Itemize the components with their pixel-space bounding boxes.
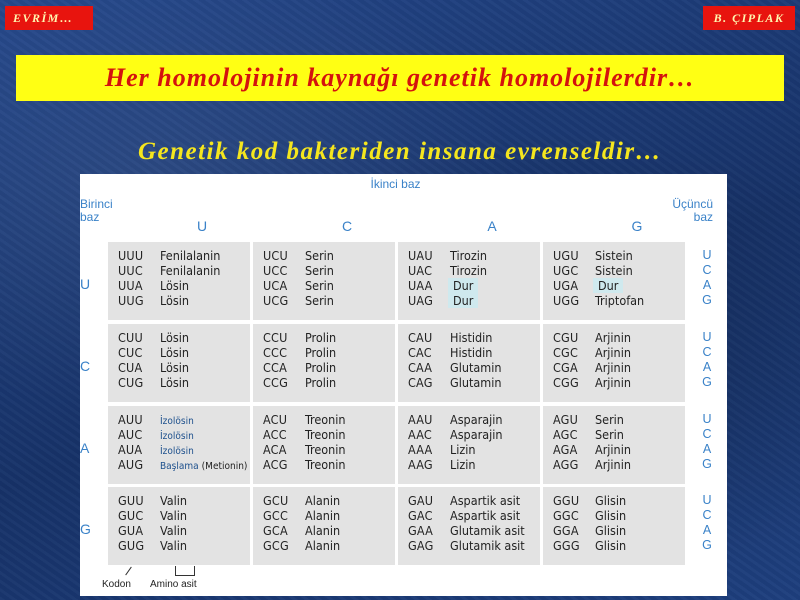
amino-acid: Alanin (305, 493, 341, 508)
codon-line (108, 523, 250, 538)
codon: AAC (408, 427, 432, 442)
codon-line (108, 248, 250, 263)
codon: CAG (408, 375, 433, 390)
codon-line (398, 523, 540, 538)
codon: UCC (263, 263, 288, 278)
codon: ACA (263, 442, 287, 457)
codon: UAU (408, 248, 433, 263)
codon: AUG (118, 457, 144, 472)
codon-line (253, 538, 395, 553)
third-base-letter: G (702, 375, 712, 389)
amino-acid: İzolösin (160, 416, 194, 427)
amino-acid: Glisin (595, 538, 627, 553)
codon: CUA (118, 360, 143, 375)
codon-line (398, 360, 540, 375)
codon-cell (253, 487, 395, 565)
codon-cell (253, 324, 395, 402)
codon-cell (398, 242, 540, 320)
amino-acid: Histidin (450, 330, 493, 345)
codon: GAU (408, 493, 434, 508)
third-base-letter: A (702, 360, 712, 374)
amino-acid: Histidin (450, 345, 493, 360)
codon: CCG (263, 375, 289, 390)
codon-line (253, 508, 395, 523)
third-base-letter: U (702, 248, 712, 262)
codon-cell (108, 324, 250, 402)
codon: AGA (553, 442, 578, 457)
third-base-letter: U (702, 412, 712, 426)
amino-acid: Treonin (305, 442, 346, 457)
amino-acid: Treonin (305, 427, 346, 442)
codon-line (543, 457, 685, 472)
amino-acid: Tirozin (450, 263, 487, 278)
codon: CGC (553, 345, 579, 360)
codon-cell (543, 242, 685, 320)
third-base-letter: U (702, 330, 712, 344)
codon: UCA (263, 278, 288, 293)
third-base-letter: G (702, 538, 712, 552)
third-base-label: Üçüncü baz (672, 197, 713, 224)
genetic-code-table (80, 174, 727, 596)
codon: GCA (263, 523, 288, 538)
second-base-label: İkinci baz (370, 177, 421, 191)
amino-acid: Arjinin (595, 375, 631, 390)
amino-acid: Glutamin (450, 360, 502, 375)
codon: AUU (118, 412, 143, 427)
amino-acid: Arjinin (595, 330, 631, 345)
codon-line (108, 442, 250, 457)
codon: UUG (118, 293, 144, 308)
codon-line (253, 412, 395, 427)
codon: UGG (553, 293, 580, 308)
codon: CGA (553, 360, 578, 375)
codon: CCU (263, 330, 288, 345)
codon: UAC (408, 263, 433, 278)
row-head-3: G (80, 521, 91, 537)
codon-line (253, 457, 395, 472)
amino-acid-caption: Amino asit (150, 579, 197, 590)
column-head-2: A (487, 218, 497, 234)
codon: CAU (408, 330, 433, 345)
codon: UUC (118, 263, 143, 278)
codon: CGU (553, 330, 579, 345)
row-head-0: U (80, 276, 91, 292)
codon: AAG (408, 457, 433, 472)
amino-acid: İzolösin (160, 446, 194, 457)
codon: UAG (408, 293, 434, 308)
codon-line (108, 263, 250, 278)
start-note: (Metionin) (201, 461, 248, 472)
amino-acid: Valin (160, 508, 187, 523)
codon-cell (398, 324, 540, 402)
amino-acid: Serin (305, 248, 334, 263)
amino-acid: Glutamik asit (450, 538, 525, 553)
amino-acid: Aspartik asit (450, 508, 521, 523)
codon: GCG (263, 538, 289, 553)
amino-acid: Arjinin (595, 360, 631, 375)
amino-acid: Alanin (305, 508, 341, 523)
codon-cell (108, 487, 250, 565)
amino-acid: Lösin (160, 293, 190, 308)
codon: CGG (553, 375, 579, 390)
codon-line (398, 442, 540, 457)
codon-line (398, 278, 540, 293)
amino-acid: Aspartik asit (450, 493, 521, 508)
third-base-letter: G (702, 293, 712, 307)
amino-acid: Fenilalanin (160, 248, 221, 263)
amino-acid: Valin (160, 523, 187, 538)
codon: CAC (408, 345, 432, 360)
amino-acid: Valin (160, 493, 187, 508)
codon-line (398, 508, 540, 523)
codon: GCU (263, 493, 289, 508)
codon-line (543, 293, 685, 308)
codon: UCU (263, 248, 288, 263)
codon-line (543, 493, 685, 508)
codon-cell (253, 406, 395, 484)
codon-line (253, 360, 395, 375)
amino-acid: Lösin (160, 360, 190, 375)
codon: GGU (553, 493, 580, 508)
codon: UAA (408, 278, 433, 293)
amino-acid: Prolin (305, 360, 337, 375)
codon: AAA (408, 442, 433, 457)
codon-pointer (125, 567, 132, 576)
codon-line (398, 427, 540, 442)
codon-line (253, 263, 395, 278)
amino-pointer-bar (175, 575, 195, 576)
amino-acid: Sistein (595, 248, 633, 263)
codon-cell (543, 324, 685, 402)
evrim-tag: EVRİM… (5, 6, 93, 30)
codon-line (398, 293, 540, 308)
codon-line (253, 493, 395, 508)
codon-caption: Kodon (102, 579, 131, 590)
third-base-letter: G (702, 457, 712, 471)
amino-acid: Lizin (450, 442, 476, 457)
amino-acid: Asparajin (450, 412, 503, 427)
subtitle: Genetik kod bakteriden insana evrenseldir… (137, 138, 663, 165)
codon-line (398, 330, 540, 345)
amino-acid: Valin (160, 538, 187, 553)
codon: AAU (408, 412, 433, 427)
amino-acid: Treonin (305, 412, 346, 427)
amino-acid: Dur (450, 293, 478, 308)
codon-line (543, 330, 685, 345)
third-base-letter: A (702, 442, 712, 456)
column-head-1: C (341, 218, 353, 234)
codon-line (398, 248, 540, 263)
codon-line (108, 427, 250, 442)
amino-acid: Arjinin (595, 345, 631, 360)
amino-acid: Dur (450, 278, 478, 293)
codon: GUA (118, 523, 144, 538)
amino-acid: Arjinin (595, 442, 631, 457)
codon: UCG (263, 293, 289, 308)
codon-line (398, 493, 540, 508)
amino-acid: Glisin (595, 523, 627, 538)
third-base-letters-0 (700, 248, 714, 308)
codon: GGG (553, 538, 580, 553)
amino-acid: Serin (595, 412, 624, 427)
column-head-3: G (631, 218, 643, 234)
codon-line (108, 293, 250, 308)
codon: CUG (118, 375, 144, 390)
codon-cell (543, 406, 685, 484)
amino-acid: Prolin (305, 345, 337, 360)
codon: AGG (553, 457, 579, 472)
codon: UGA (553, 278, 579, 293)
codon: GAG (408, 538, 434, 553)
codon: GUU (118, 493, 144, 508)
codon: AUA (118, 442, 143, 457)
third-base-letter: U (702, 493, 712, 507)
third-base-letter: C (702, 345, 712, 359)
third-base-letter: A (702, 523, 712, 537)
codon-line (253, 278, 395, 293)
title-banner: Her homolojinin kaynağı genetik homolojilerdir… (16, 55, 784, 101)
codon-cell (398, 487, 540, 565)
amino-acid: Glutamik asit (450, 523, 525, 538)
codon: GGA (553, 523, 579, 538)
codon-line (398, 457, 540, 472)
amino-acid: Asparajin (450, 427, 503, 442)
codon-cell (398, 406, 540, 484)
codon-line (253, 375, 395, 390)
codon-line (108, 330, 250, 345)
row-head-1: C (80, 358, 91, 374)
codon: ACG (263, 457, 288, 472)
codon-cell (108, 242, 250, 320)
amino-pointer-right (194, 566, 195, 576)
amino-acid: Tirozin (450, 248, 487, 263)
amino-acid: Arjinin (595, 457, 631, 472)
third-base-letters-2 (700, 412, 714, 472)
codon-line (398, 412, 540, 427)
author-tag: B. ÇIPLAK (703, 6, 795, 30)
amino-acid: Alanin (305, 538, 341, 553)
codon: GUC (118, 508, 144, 523)
codon-line (543, 278, 685, 293)
codon-line (543, 412, 685, 427)
codon-cell (543, 487, 685, 565)
amino-acid: Lizin (450, 457, 476, 472)
codon-line (108, 345, 250, 360)
codon: CCA (263, 360, 288, 375)
third-base-letters-3 (700, 493, 714, 553)
codon: AUC (118, 427, 143, 442)
codon-line (543, 538, 685, 553)
codon: UUU (118, 248, 144, 263)
codon: GAC (408, 508, 433, 523)
amino-acid: Glisin (595, 508, 627, 523)
codon-line (543, 248, 685, 263)
codon-cell (253, 242, 395, 320)
codon: ACC (263, 427, 287, 442)
codon-cell (108, 406, 250, 484)
codon-line (253, 523, 395, 538)
codon-line (108, 508, 250, 523)
codon: CUC (118, 345, 143, 360)
codon-line (108, 360, 250, 375)
third-base-letter: C (702, 508, 712, 522)
amino-acid: Serin (305, 263, 334, 278)
codon-line (108, 538, 250, 553)
codon-line (543, 523, 685, 538)
amino-acid: Alanin (305, 523, 341, 538)
codon-line (253, 427, 395, 442)
codon-line (543, 442, 685, 457)
amino-acid: Lösin (160, 278, 190, 293)
third-base-letter: C (702, 263, 712, 277)
codon-line (108, 412, 250, 427)
amino-acid: Serin (595, 427, 624, 442)
codon-line (543, 508, 685, 523)
codon: AGU (553, 412, 579, 427)
codon-line (253, 345, 395, 360)
codon-line (398, 263, 540, 278)
amino-acid: İzolösin (160, 431, 194, 442)
amino-acid: Başlama (Metionin) (160, 461, 248, 472)
codon-line (543, 263, 685, 278)
codon-line (398, 345, 540, 360)
codon: GAA (408, 523, 434, 538)
codon-line (253, 442, 395, 457)
amino-acid: Triptofan (595, 293, 645, 308)
amino-acid: Lösin (160, 375, 190, 390)
amino-acid: Dur (595, 278, 623, 293)
codon-line (398, 538, 540, 553)
amino-acid: Prolin (305, 330, 337, 345)
codon: CAA (408, 360, 433, 375)
column-head-0: U (196, 218, 208, 234)
codon-line (398, 375, 540, 390)
codon: ACU (263, 412, 288, 427)
amino-acid: Serin (305, 293, 334, 308)
codon: GGC (553, 508, 579, 523)
codon-line (108, 457, 250, 472)
amino-acid: Prolin (305, 375, 337, 390)
third-base-letter: A (702, 278, 712, 292)
amino-acid: Lösin (160, 345, 190, 360)
codon-line (253, 330, 395, 345)
amino-acid: Lösin (160, 330, 190, 345)
amino-acid: Fenilalanin (160, 263, 221, 278)
row-head-2: A (80, 440, 90, 456)
codon-line (543, 375, 685, 390)
codon: UGU (553, 248, 579, 263)
codon: UUA (118, 278, 143, 293)
codon-line (108, 375, 250, 390)
amino-acid: Serin (305, 278, 334, 293)
codon: UGC (553, 263, 579, 278)
third-base-letter: C (702, 427, 712, 441)
codon-line (543, 427, 685, 442)
amino-acid: Sistein (595, 263, 633, 278)
codon-line (543, 345, 685, 360)
amino-acid: Treonin (305, 457, 346, 472)
first-base-label: Birinci baz (80, 197, 113, 224)
codon: GUG (118, 538, 145, 553)
codon: GCC (263, 508, 289, 523)
codon: CCC (263, 345, 288, 360)
codon-line (543, 360, 685, 375)
codon-line (253, 293, 395, 308)
codon: AGC (553, 427, 578, 442)
amino-acid: Glutamin (450, 375, 502, 390)
amino-acid: Glisin (595, 493, 627, 508)
codon: CUU (118, 330, 143, 345)
codon-line (108, 278, 250, 293)
codon-line (108, 493, 250, 508)
codon-line (253, 248, 395, 263)
third-base-letters-1 (700, 330, 714, 390)
